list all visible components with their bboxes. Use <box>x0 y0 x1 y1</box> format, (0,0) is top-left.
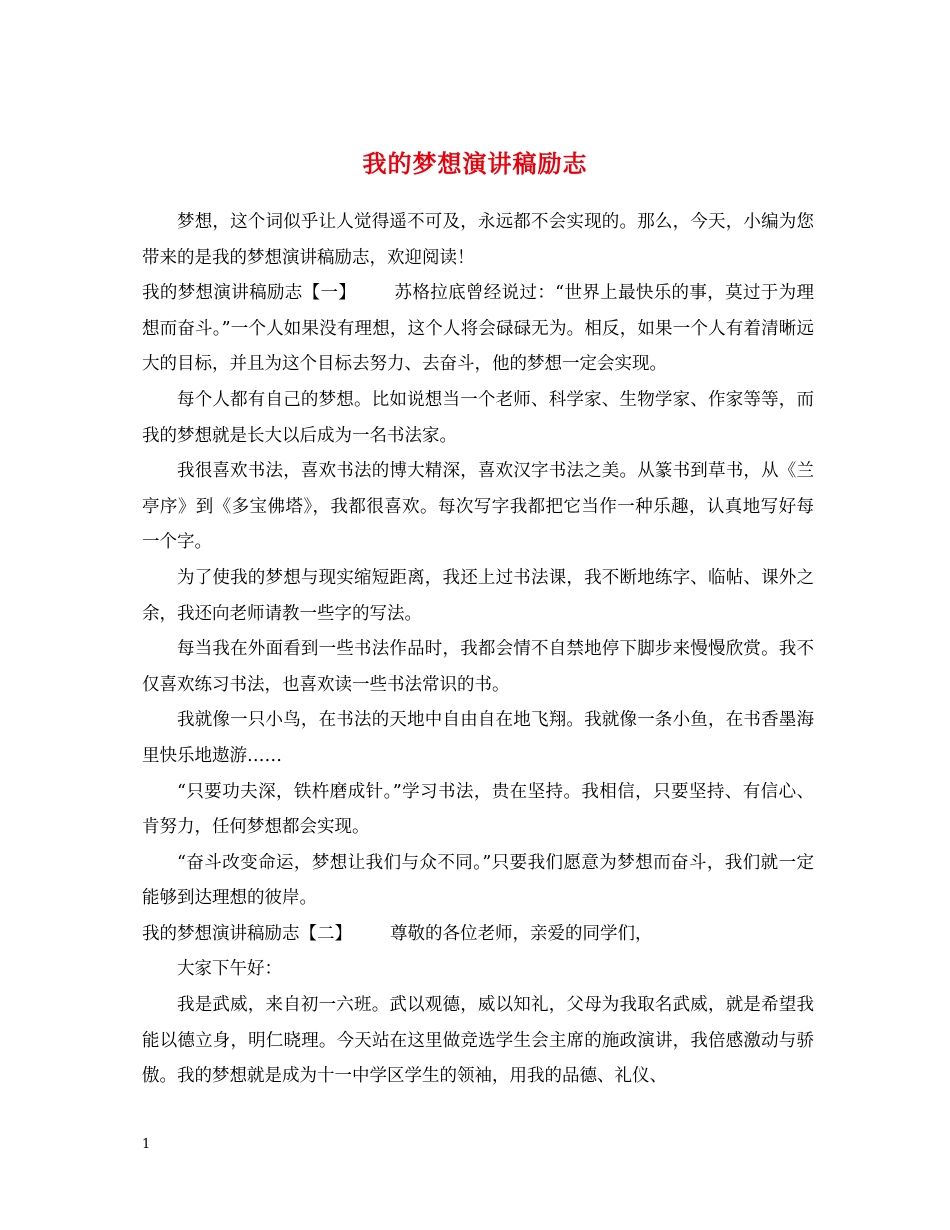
section-two-paragraph <box>142 917 814 953</box>
paragraph: 我就像一只小鸟，在书法的天地中自由自在地飞翔。我就像一条小鱼，在书香墨海里快乐地遨游…… <box>142 710 814 766</box>
paragraph: 我很喜欢书法，喜欢书法的博大精深，喜欢汉字书法之美。从篆书到草书，从《兰亭序》到《多宝佛塔》，我都很喜欢。每次写字我都把它当作一种乐趣，认真地写好每一个字。 <box>142 461 814 553</box>
intro-paragraph: 梦想，这个词似乎让人觉得遥不可及，永远都不会实现的。那么，今天，小编为您带来的是我的梦想演讲稿励志，欢迎阅读！ <box>142 212 814 268</box>
section-heading: 我的梦想演讲稿励志【一】 <box>142 283 357 304</box>
paragraph: 我是武威，来自初一六班。武以观德，威以知礼，父母为我取名武威，就是希望我能以德立身，明仁晓理。今天站在这里做竞选学生会主席的施政演讲，我倍感激动与骄傲。我的梦想就是成为十一中学区学生的领袖，用我的品德、礼仪、 <box>142 995 814 1087</box>
section-one-text: 苏格拉底曾经说过：“世界上最快乐的事，莫过于为理想而奋斗。”一个人如果没有理想，这个人将会碌碌无为。相反，如果一个人有着清晰远大的目标，并且为这个目标去努力、去奋斗，他的梦想一定会实现。 <box>142 283 814 375</box>
greeting-paragraph: 大家下午好： <box>177 959 282 980</box>
page-number: 1 <box>142 1137 151 1152</box>
paragraph: 每个人都有自己的梦想。比如说想当一个老师、科学家、生物学家、作家等等，而我的梦想就是长大以后成为一名书法家。 <box>142 389 814 446</box>
document-body <box>142 205 814 1095</box>
section-one-paragraph <box>142 276 814 383</box>
document-title: 我的梦想演讲稿励志 <box>362 149 588 179</box>
paragraph: 为了使我的梦想与现实缩短距离，我还上过书法课，我不断地练字、临帖、课外之余，我还向老师请教一些字的写法。 <box>142 567 814 624</box>
paragraph: “奋斗改变命运，梦想让我们与众不同。”只要我们愿意为梦想而奋斗，我们就一定能够到达理想的彼岸。 <box>142 852 814 909</box>
paragraph: “只要功夫深，铁杵磨成针。”学习书法，贵在坚持。我相信，只要坚持、有信心、肯努力，任何梦想都会实现。 <box>142 781 814 838</box>
paragraph: 每当我在外面看到一些书法作品时，我都会情不自禁地停下脚步来慢慢欣赏。我不仅喜欢练习书法，也喜欢读一些书法常识的书。 <box>142 639 814 695</box>
section-two-text: 尊敬的各位老师，亲爱的同学们， <box>390 923 653 944</box>
section-heading: 我的梦想演讲稿励志【二】 <box>142 923 352 944</box>
